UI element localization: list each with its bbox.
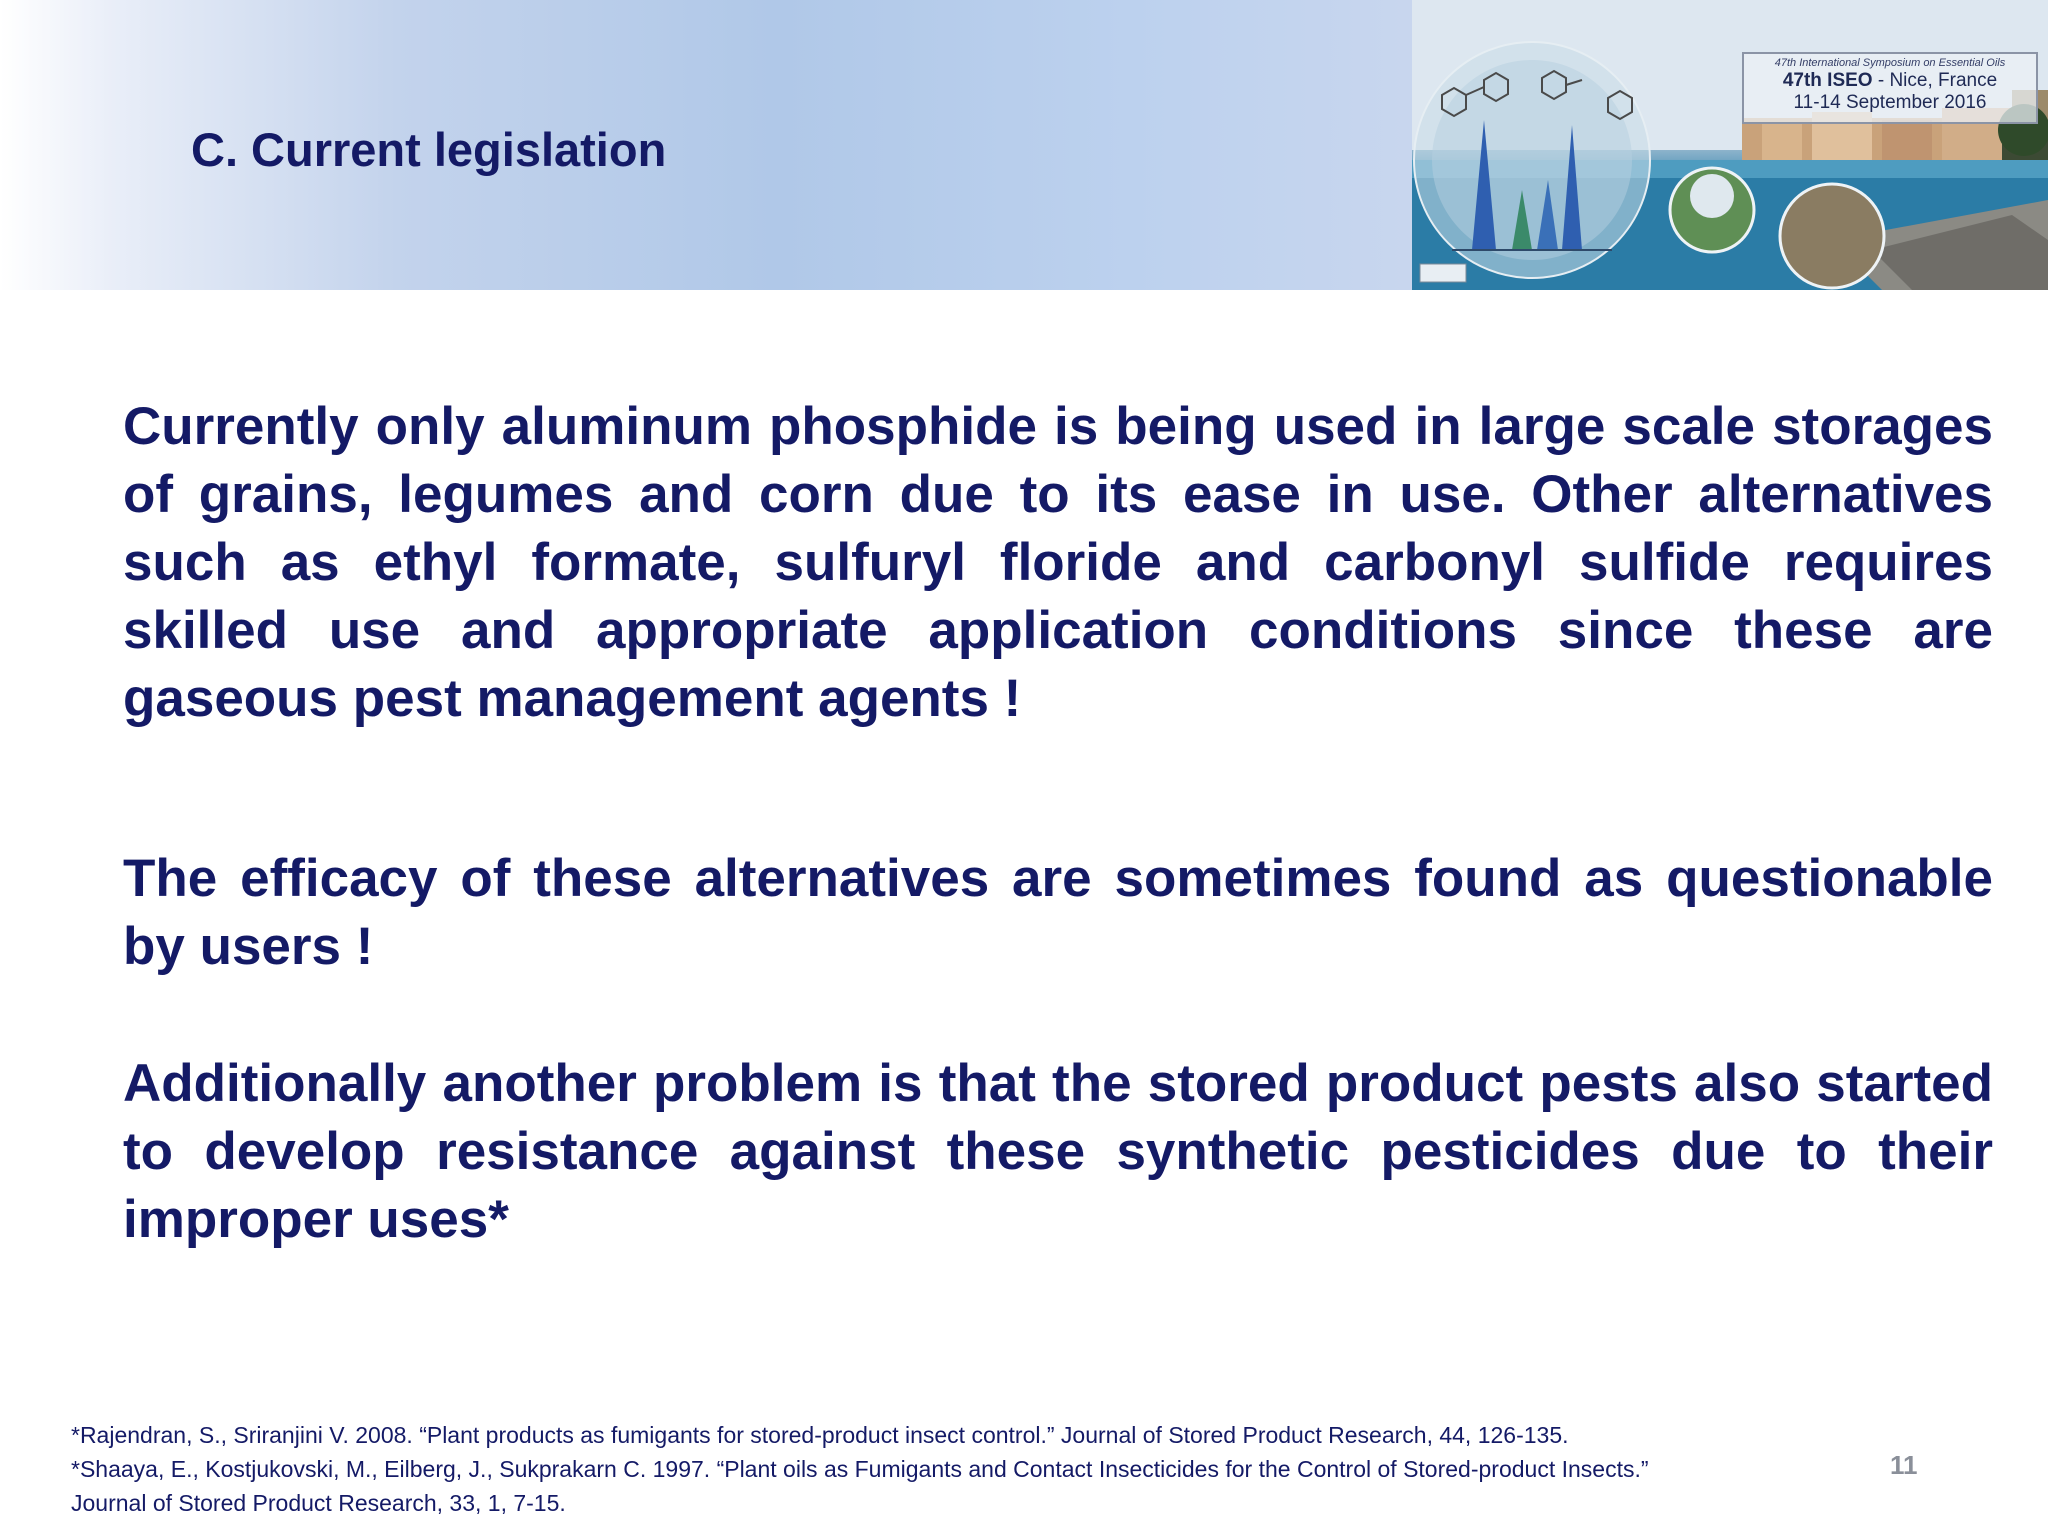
body-paragraph-3: Additionally another problem is that the stored product pests also started to develop resistance against these synthetic pesticides due to their improper uses* (123, 1054, 1993, 1249)
body-paragraph-1: Currently only aluminum phosphide is being used in large scale storages of grains, legumes and corn due to its ease in use. Other alternatives such as ethyl formate, sulfuryl floride and carbonyl sulfide requires skilled use and appropriate application conditions since these are gaseous pest management agents ! (123, 397, 1993, 728)
conference-banner-image (1412, 0, 2048, 290)
reference-2-line-1: *Shaaya, E., Kostjukovski, M., Eilberg, J., Sukprakarn C. 1997. “Plant oils as Fumigants and Contact Insecticides for the Control of Stored-product Insects.” (71, 1456, 1649, 1482)
references (71, 1418, 1871, 1520)
reference-2-line-2: Journal of Stored Product Research, 33, 1, 7-15. (71, 1490, 566, 1516)
banner-event-line (1744, 70, 2036, 92)
body-paragraph-2: The efficacy of these alternatives are sometimes found as questionable by users ! (123, 849, 1993, 976)
banner-caption-box (1742, 52, 2038, 124)
banner-location: - Nice, France (1872, 70, 1998, 91)
reference-1: *Rajendran, S., Sriranjini V. 2008. “Plant products as fumigants for stored-product insect control.” Journal of Stored Product Research, 44, 126-135. (71, 1422, 1569, 1448)
slide-title: C. Current legislation (191, 123, 667, 176)
banner-event-name: ISEO (1827, 70, 1873, 91)
banner-dates: 11-14 September 2016 (1793, 92, 1987, 113)
banner-illustration (1412, 0, 2048, 290)
page-number: 11 (1890, 1450, 1918, 1480)
banner-event-number: 47th (1782, 70, 1822, 91)
banner-symposium-line: 47th International Symposium on Essential Oils (1774, 57, 2006, 69)
header-band (0, 0, 1412, 290)
